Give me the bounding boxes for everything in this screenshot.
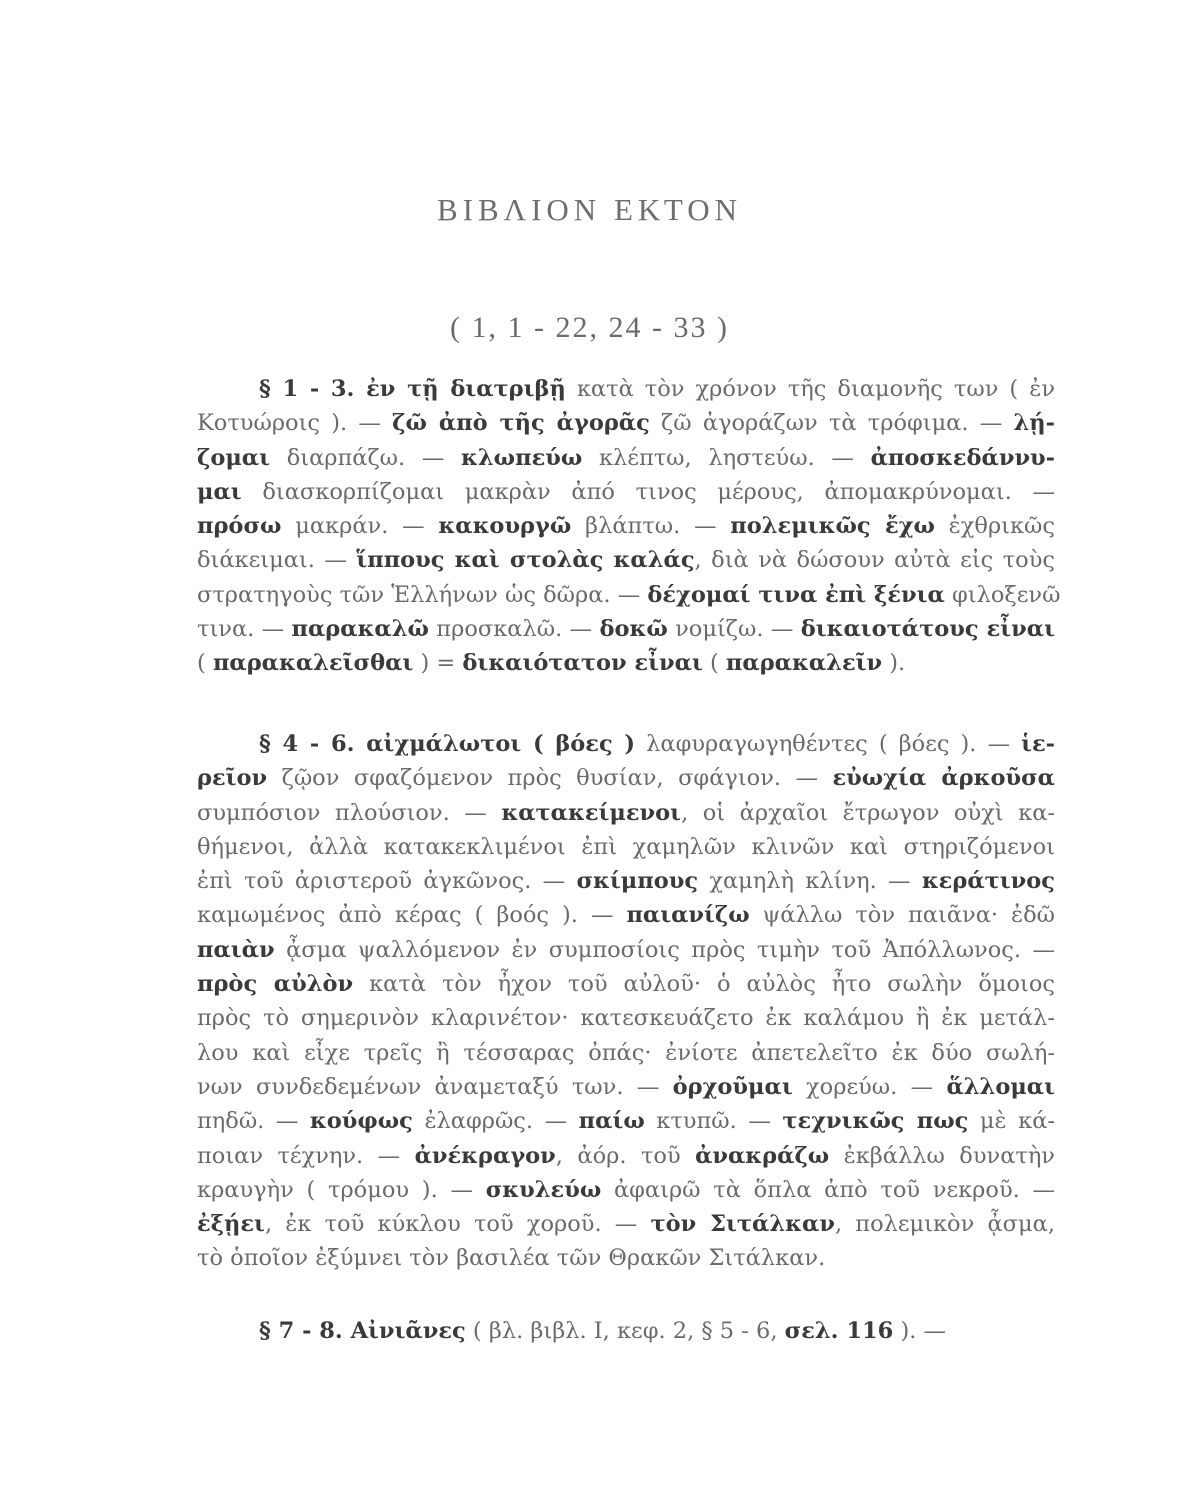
gloss-text: μακράν. — [281,513,439,540]
gloss-text: πηδῶ. — [197,1108,310,1135]
headword: εὐωχία ἀρκοῦσα [832,765,1055,792]
headword: ἅλλομαι [946,1073,1056,1100]
gloss-text: ). [882,650,906,677]
headword: ἐξῄει [197,1211,265,1238]
text-line [197,1139,1055,1173]
chapter-range: ( 1, 1 - 22, 24 - 33 ) [450,311,729,344]
gloss-text: ἐπὶ τοῦ ἀριστεροῦ ἀγκῶνος. — [197,868,577,895]
text-line [197,646,1055,680]
gloss-text: κατὰ τὸν ἦχον τοῦ αὐλοῦ· ὁ αὐλὸς ἦτο σωλὴν ὅμοιος [353,971,1056,998]
gloss-text: λαφυραγωγηθέντες ( βόες ). — [635,731,1022,757]
text-line [197,830,1055,864]
headword: παρακαλεῖσθαι [212,650,414,677]
text-line [197,1001,1055,1035]
gloss-text: ἐχθρικῶς [934,513,1056,540]
text-line [197,1104,1055,1138]
commentary-section-1-3 [197,372,1061,681]
headword: πρόσω [197,513,282,540]
headword: παιὰν [197,936,275,963]
headword: τὸν Σιτάλκαν [650,1211,835,1238]
text-line [197,1173,1055,1207]
gloss-text: ζῷον σφαζόμενον πρὸς θυσίαν, σφάγιον. — [267,765,833,792]
text-line [197,933,1055,967]
gloss-text: χαμηλὴ κλίνη. — [698,868,922,895]
headword: σκίμπους [576,868,699,895]
headword: ἱε- [1021,731,1055,757]
text-line [197,1070,1055,1104]
headword: σκυλεύω [485,1176,602,1203]
headword: σελ. 116 [784,1318,894,1344]
gloss-text: ᾆσμα ψαλλόμενον ἐν συμποσίοις πρὸς τιμὴν τοῦ Ἀπόλλωνος. — [274,936,1055,963]
gloss-text: διαρπάζω. — [270,444,462,471]
headword: ὀρχοῦμαι [672,1073,793,1100]
headword: κεράτινος [921,868,1055,895]
headword: ρεῖον [197,765,268,792]
headword: μαι [197,478,242,505]
headword: παρακαλῶ [291,616,429,643]
headword: ζῶ ἀπὸ τῆς ἀγορᾶς [392,410,650,437]
text-line [197,578,1061,612]
text-line [197,864,1055,898]
headword: § 1 - 3. ἐν τῇ διατριβῇ [259,376,566,402]
gloss-text: κτυπῶ. — [644,1108,783,1135]
text-line [197,1314,1055,1348]
gloss-text: ποιαν τέχνην. — [197,1142,415,1169]
gloss-text: νομίζω. — [667,616,801,643]
text-line [197,967,1055,1001]
gloss-text: στρατηγοὺς τῶν Ἑλλήνων ὡς δῶρα. — [197,581,648,608]
gloss-text: ψάλλω τὸν παιᾶνα· ἐδῶ [749,902,1055,929]
gloss-text: ). — [893,1318,947,1344]
gloss-text: θήμενοι, ἀλλὰ κατακεκλιμένοι ἐπὶ χαμηλῶν κλινῶν καὶ στηριζόμενοι [197,833,1055,860]
headword: πρὸς αὐλὸν [197,971,354,998]
gloss-text: , πολεμικὸν ᾆσμα, [834,1211,1055,1238]
headword: κατακείμενοι [501,799,682,826]
text-line [197,372,1055,406]
text-line [197,1241,1055,1275]
text-line [197,509,1055,543]
gloss-text: διάκειμαι. — [197,547,357,574]
text-line [197,796,1055,830]
gloss-text: ἐλαφρῶς. — [412,1108,579,1135]
headword: ἀνέκραγον [414,1142,556,1169]
text-line [197,727,1055,761]
gloss-text: , διὰ νὰ δώσουν αὐτὰ εἰς τοὺς [694,547,1055,574]
text-line [197,761,1055,795]
gloss-text: φιλοξενῶ [944,581,1061,608]
headword: δικαιοτάτους εἶναι [800,616,1055,643]
gloss-text: ( βλ. βιβλ. I, κεφ. 2, § 5 - 6, [465,1318,785,1344]
gloss-text: τινα. — [197,616,292,643]
gloss-text: διασκορπίζομαι μακρὰν ἀπό τινος μέρους, ἀπομακρύνομαι. — [241,478,1055,505]
gloss-text: ( [702,650,726,677]
headword: λῄ- [1013,410,1055,437]
text-line [197,612,1055,646]
text-line [197,1207,1055,1241]
gloss-text: χορεύω. — [792,1073,947,1100]
headword: ζομαι [197,444,271,471]
gloss-text: , οἱ ἀρχαῖοι ἔτρωγον οὐχὶ κα- [681,799,1056,826]
headword: δικαιότατον εἶναι [462,650,703,677]
gloss-text: ἐκβάλλω δυνατὴν [829,1142,1055,1169]
headword: τεχνικῶς πως [782,1108,969,1135]
headword: παίω [578,1108,645,1135]
headword: κλωπεύω [461,444,583,471]
headword: ἀνακράζω [695,1142,830,1169]
gloss-text: λου καὶ εἶχε τρεῖς ἢ τέσσαρας ὀπάς· ἐνίοτε ἀπετελεῖτο ἐκ δύο σωλή- [197,1039,1055,1066]
headword: παιανίζω [626,902,750,929]
headword: δέχομαί τινα ἐπὶ ξένια [647,581,945,608]
gloss-text: ζῶ ἀγοράζων τὰ τρόφιμα. — [649,410,1014,437]
headword: παρακαλεῖν [725,650,883,677]
gloss-text: , ἀόρ. τοῦ [555,1142,696,1169]
text-line [197,1036,1055,1070]
gloss-text: βλάπτω. — [571,513,731,540]
headword: ἵππους καὶ στολὰς καλάς [356,547,695,574]
gloss-text: ( [197,650,213,677]
text-line [197,441,1055,475]
gloss-text: κλέπτω, ληστεύω. — [582,444,871,471]
headword: πολεμικῶς ἔχω [730,513,935,540]
gloss-text: συμπόσιον πλούσιον. — [197,799,502,826]
gloss-text: προσκαλῶ. — [428,616,600,643]
gloss-text: πρὸς τὸ σημερινὸν κλαρινέτον· κατεσκευάζετο ἐκ καλάμου ἢ ἐκ μετάλ- [197,1005,1055,1032]
headword: κούφως [309,1108,413,1135]
text-line [197,898,1055,932]
commentary-section-7-8 [197,1314,1055,1348]
headword: § 4 - 6. αἰχμάλωτοι ( βόες ) [259,731,636,757]
gloss-text: κραυγὴν ( τρόμου ). — [197,1176,486,1203]
headword: ἀποσκεδάννυ- [870,444,1056,471]
headword: § 7 - 8. Αἰνιᾶνες [259,1318,466,1344]
text-line [197,543,1055,577]
text-line [197,475,1055,509]
gloss-text: , ἐκ τοῦ κύκλου τοῦ χοροῦ. — [264,1211,651,1238]
gloss-text: μὲ κά- [968,1108,1055,1135]
gloss-text: νων συνδεδεμένων ἀναμεταξύ των. — [197,1073,673,1100]
gloss-text: ἀφαιρῶ τὰ ὅπλα ἀπὸ τοῦ νεκροῦ. — [601,1176,1056,1203]
gloss-text: ) = [413,650,463,677]
book-title: ΒΙΒΛΙΟΝ ΕΚΤΟΝ [436,192,743,227]
gloss-text: Κοτυώροις ). — [197,410,393,437]
text-line [197,406,1055,440]
commentary-section-4-6 [197,727,1055,1276]
gloss-text: καμωμένος ἀπὸ κέρας ( βοός ). — [197,902,627,929]
gloss-text: τὸ ὁποῖον ἐξύμνει τὸν βασιλέα τῶν Θρακῶν Σιτάλκαν. [197,1245,826,1272]
headword: δοκῶ [599,616,668,643]
gloss-text: κατὰ τὸν χρόνον τῆς διαμονῆς των ( ἐν [565,376,1055,402]
headword: κακουργῶ [438,513,572,540]
